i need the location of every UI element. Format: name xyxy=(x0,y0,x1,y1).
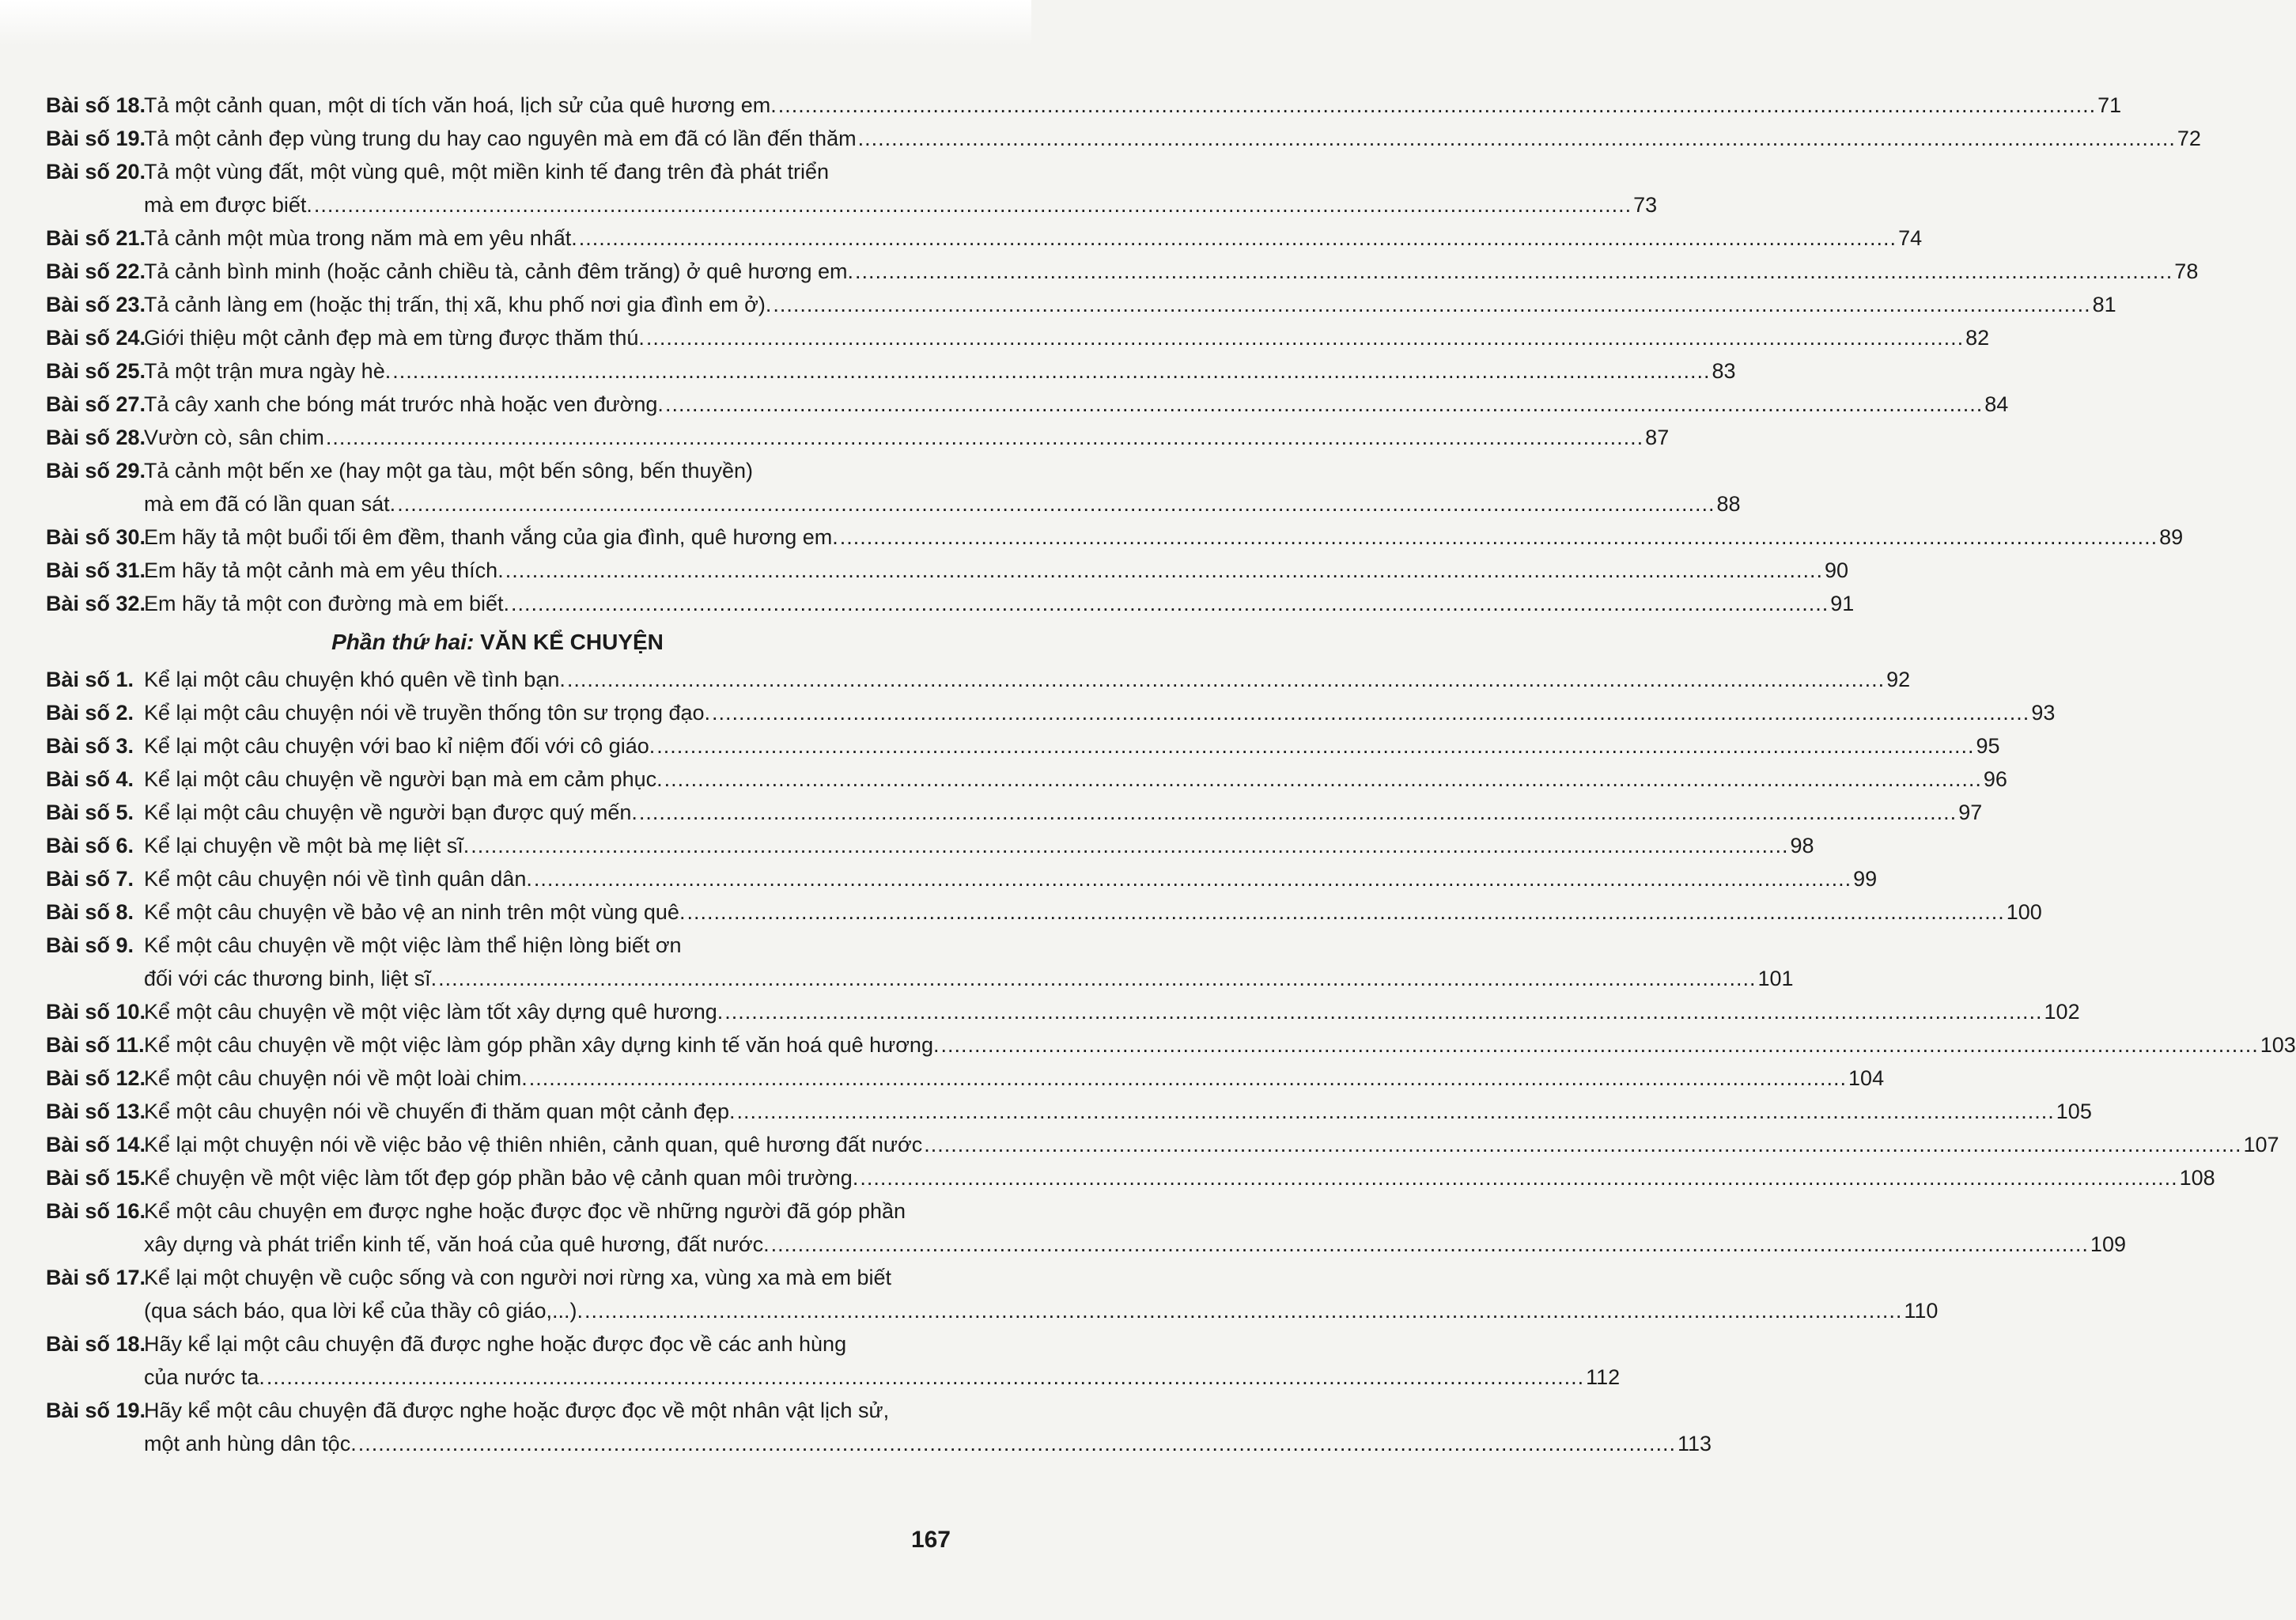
toc-entry xyxy=(46,388,2009,421)
entry-page: 74 xyxy=(1898,226,1923,250)
entry-line xyxy=(144,520,2183,554)
entry-body xyxy=(144,995,2080,1028)
entry-page: 93 xyxy=(2031,701,2056,725)
entry-line xyxy=(144,1294,1938,1327)
entry-title: Em hãy tả một cảnh mà em yêu thích. xyxy=(144,558,504,582)
entry-page: 72 xyxy=(2177,127,2201,150)
entry-body xyxy=(144,1128,2279,1161)
entry-number: Bài số 31. xyxy=(46,558,146,582)
entry-line xyxy=(144,554,1848,587)
entry-page: 110 xyxy=(1904,1299,1939,1323)
toc-entry xyxy=(46,421,1670,454)
entry-line xyxy=(144,729,2000,763)
entry-line xyxy=(144,1095,2092,1128)
dot-leader xyxy=(665,388,1983,421)
dot-leader xyxy=(314,188,1632,221)
toc-entry xyxy=(46,1128,2279,1161)
entry-page: 107 xyxy=(2243,1133,2279,1156)
entry-line xyxy=(144,587,1854,620)
entry-number: Bài số 18. xyxy=(46,93,146,117)
toc-entry xyxy=(46,763,2007,796)
toc-entry xyxy=(46,89,2122,122)
entry-page: 91 xyxy=(1830,592,1855,615)
entry-title: một anh hùng dân tộc. xyxy=(144,1432,357,1455)
entry-line xyxy=(144,995,2080,1028)
dot-leader xyxy=(579,221,1897,255)
dot-leader xyxy=(712,696,2029,729)
entry-title: Kể lại một câu chuyện về người bạn mà em cảm phục. xyxy=(144,767,663,791)
entry-title: Kể một câu chuyện về một việc làm thể hiện lòng biết ơn xyxy=(144,933,682,957)
entry-title: Kể một câu chuyện về một việc làm góp phần xây dựng kinh tế văn hoá quê hương. xyxy=(144,1033,940,1057)
dot-leader xyxy=(858,122,2176,155)
dot-leader xyxy=(771,1228,2089,1261)
entry-line xyxy=(144,321,1989,354)
entry-line xyxy=(144,829,1814,862)
entry-number: Bài số 1. xyxy=(46,668,134,691)
entry-page: 87 xyxy=(1645,426,1670,449)
entry-line xyxy=(144,962,1794,995)
entry-number: Bài số 28. xyxy=(46,426,146,449)
entry-title: mà em đã có lần quan sát. xyxy=(144,492,396,516)
entry-body xyxy=(144,155,1657,221)
entry-number: Bài số 15. xyxy=(46,1166,146,1190)
entry-page: 108 xyxy=(2179,1166,2215,1190)
entry-number: Bài số 12. xyxy=(46,1066,146,1090)
entry-line xyxy=(144,487,1741,520)
entry-title: Kể lại một câu chuyện với bao kỉ niệm đối với cô giáo. xyxy=(144,734,656,758)
entry-body xyxy=(144,1194,2126,1261)
entry-number: Bài số 23. xyxy=(46,293,146,316)
dot-leader xyxy=(471,829,1788,862)
dot-leader xyxy=(855,255,2173,288)
toc-entry xyxy=(46,255,2199,288)
toc-part-one xyxy=(46,89,2201,620)
toc-entry xyxy=(46,995,2080,1028)
entry-number: Bài số 32. xyxy=(46,592,146,615)
entry-line xyxy=(144,354,1736,388)
entry-page: 73 xyxy=(1633,193,1658,217)
entry-body xyxy=(144,862,1877,895)
entry-title: Em hãy tả một buổi tối êm đềm, thanh vắng của gia đình, quê hương em. xyxy=(144,525,838,549)
toc-entry xyxy=(46,1028,2296,1062)
entry-number: Bài số 16. xyxy=(46,1199,146,1223)
entry-title: Kể lại chuyện về một bà mẹ liệt sĩ. xyxy=(144,834,470,857)
dot-leader xyxy=(534,862,1852,895)
entry-number: Bài số 21. xyxy=(46,226,146,250)
entry-body xyxy=(144,554,1848,587)
entry-title: Hãy kể một câu chuyện đã được nghe hoặc được đọc về một nhân vật lịch sử, xyxy=(144,1399,890,1422)
dot-leader xyxy=(267,1361,1584,1394)
entry-title: Tả cảnh một bến xe (hay một ga tàu, một bến sông, bến thuyền) xyxy=(144,459,753,483)
toc-entry xyxy=(46,454,1741,520)
entry-number: Bài số 8. xyxy=(46,900,134,924)
entry-title: Kể một câu chuyện về một việc làm tốt xây dựng quê hương. xyxy=(144,1000,724,1024)
entry-number: Bài số 22. xyxy=(46,259,146,283)
entry-page: 95 xyxy=(1976,734,2000,758)
entry-page: 78 xyxy=(2174,259,2199,283)
entry-title: Tả một cảnh quan, một di tích văn hoá, lịch sử của quê hương em. xyxy=(144,93,777,117)
entry-title: Em hãy tả một con đường mà em biết. xyxy=(144,592,509,615)
dot-leader xyxy=(736,1095,2054,1128)
entry-page: 92 xyxy=(1886,668,1911,691)
section-prefix: Phần thứ hai: xyxy=(331,630,475,654)
entry-title: đối với các thương binh, liệt sĩ. xyxy=(144,967,437,990)
toc-entry xyxy=(46,796,1983,829)
dot-leader xyxy=(646,321,1964,354)
toc-entry xyxy=(46,929,1794,995)
dot-leader xyxy=(860,1161,2177,1194)
dot-leader xyxy=(505,554,1823,587)
dot-leader xyxy=(840,520,2158,554)
toc-entry xyxy=(46,862,1878,895)
dot-leader xyxy=(656,729,1974,763)
entry-line xyxy=(144,1427,1712,1460)
entry-line xyxy=(144,862,1877,895)
entry-page: 113 xyxy=(1678,1432,1712,1455)
entry-page: 102 xyxy=(2044,1000,2080,1024)
entry-line xyxy=(144,1394,1712,1427)
entry-line xyxy=(144,255,2198,288)
entry-body xyxy=(144,89,2121,122)
entry-line xyxy=(144,1161,2215,1194)
entry-title: Tả một trận mưa ngày hè. xyxy=(144,359,391,383)
entry-body xyxy=(144,763,2007,796)
entry-body xyxy=(144,796,1982,829)
toc-entry xyxy=(46,729,2000,763)
entry-page: 88 xyxy=(1716,492,1741,516)
dot-leader xyxy=(687,895,2004,929)
toc-entry xyxy=(46,1261,1939,1327)
entry-body xyxy=(144,288,2116,321)
entry-line xyxy=(144,421,1669,454)
entry-line xyxy=(144,663,1910,696)
entry-page: 99 xyxy=(1853,867,1878,891)
section-title: VĂN KỂ CHUYỆN xyxy=(480,630,664,654)
toc-entry xyxy=(46,1327,1621,1394)
entry-title: Tả một vùng đất, một vùng quê, một miền kinh tế đang trên đà phát triển xyxy=(144,160,830,184)
entry-line xyxy=(144,1194,2126,1228)
entry-body xyxy=(144,321,1989,354)
entry-title: Giới thiệu một cảnh đẹp mà em từng được thăm thú. xyxy=(144,326,645,350)
entry-body xyxy=(144,1161,2215,1194)
entry-line xyxy=(144,1228,2126,1261)
entry-number: Bài số 7. xyxy=(46,867,134,891)
dot-leader xyxy=(392,354,1710,388)
entry-title: Kể lại một chuyện nói về việc bảo vệ thiên nhiên, cảnh quan, quê hương đất nước xyxy=(144,1133,923,1156)
entry-title: Hãy kể lại một câu chuyện đã được nghe hoặc được đọc về các anh hùng xyxy=(144,1332,847,1356)
entry-number: Bài số 17. xyxy=(46,1266,146,1289)
toc-entry xyxy=(46,829,1814,862)
entry-number: Bài số 24. xyxy=(46,326,146,350)
toc-entry xyxy=(46,1394,1712,1460)
toc-entry xyxy=(46,895,2042,929)
entry-page: 90 xyxy=(1825,558,1849,582)
dot-leader xyxy=(778,89,2096,122)
entry-number: Bài số 6. xyxy=(46,834,134,857)
entry-page: 100 xyxy=(2006,900,2042,924)
entry-body xyxy=(144,388,2008,421)
entry-number: Bài số 10. xyxy=(46,1000,146,1024)
dot-leader xyxy=(924,1128,2241,1161)
entry-title: Tả cây xanh che bóng mát trước nhà hoặc ven đường. xyxy=(144,392,664,416)
toc-entry xyxy=(46,520,2184,554)
entry-page: 96 xyxy=(1983,767,2007,791)
entry-page: 81 xyxy=(2092,293,2116,316)
toc-entry xyxy=(46,1062,1885,1095)
entry-number: Bài số 18. xyxy=(46,1332,146,1356)
dot-leader xyxy=(940,1028,2258,1062)
toc-entry xyxy=(46,321,1990,354)
entry-line xyxy=(144,763,2007,796)
entry-body xyxy=(144,929,1794,995)
entry-number: Bài số 9. xyxy=(46,933,134,957)
entry-title: Kể một câu chuyện nói về chuyến đi thăm quan một cảnh đẹp. xyxy=(144,1100,736,1123)
entry-number: Bài số 4. xyxy=(46,767,134,791)
toc-entry xyxy=(46,587,1855,620)
entry-line xyxy=(144,122,2201,155)
entry-line xyxy=(144,1361,1620,1394)
entry-title: Kể một câu chuyện nói về tình quân dân. xyxy=(144,867,532,891)
table-of-contents xyxy=(46,89,2296,1460)
entry-body xyxy=(144,255,2198,288)
entry-number: Bài số 3. xyxy=(46,734,134,758)
toc-entry xyxy=(46,696,2056,729)
entry-title: xây dựng và phát triển kinh tế, văn hoá của quê hương, đất nước. xyxy=(144,1232,770,1256)
entry-number: Bài số 29. xyxy=(46,459,146,483)
entry-title: của nước ta. xyxy=(144,1365,265,1389)
entry-page: 101 xyxy=(1757,967,1794,990)
toc-entry xyxy=(46,554,1849,587)
entry-line xyxy=(144,1028,2296,1062)
entry-line xyxy=(144,1128,2279,1161)
toc-entry xyxy=(46,221,1923,255)
entry-title: Kể lại một chuyện về cuộc sống và con người nơi rừng xa, vùng xa mà em biết xyxy=(144,1266,892,1289)
entry-line xyxy=(144,188,1657,221)
entry-body xyxy=(144,1394,1712,1460)
entry-number: Bài số 2. xyxy=(46,701,134,725)
entry-title: Kể lại một câu chuyện khó quên về tình bạn. xyxy=(144,668,565,691)
entry-line xyxy=(144,895,2042,929)
toc-entry xyxy=(46,122,2201,155)
entry-body xyxy=(144,1327,1620,1394)
entry-title: Tả cảnh bình minh (hoặc cảnh chiều tà, cảnh đêm trăng) ở quê hương em. xyxy=(144,259,853,283)
toc-entry xyxy=(46,1095,2092,1128)
entry-title: Tả cảnh làng em (hoặc thị trấn, thị xã, khu phố nơi gia đình em ở). xyxy=(144,293,772,316)
entry-line xyxy=(144,796,1982,829)
entry-title: Kể chuyện về một việc làm tốt đẹp góp phần bảo vệ cảnh quan môi trường. xyxy=(144,1166,859,1190)
entry-number: Bài số 5. xyxy=(46,801,134,824)
entry-page: 112 xyxy=(1586,1365,1621,1389)
toc-entry xyxy=(46,155,1658,221)
entry-line xyxy=(144,155,1657,188)
dot-leader xyxy=(397,487,1715,520)
entry-line xyxy=(144,696,2055,729)
entry-page: 105 xyxy=(2056,1100,2092,1123)
entry-number: Bài số 27. xyxy=(46,392,146,416)
dot-leader xyxy=(511,587,1829,620)
toc-entry xyxy=(46,1194,2126,1261)
entry-title: Tả một cảnh đẹp vùng trung du hay cao nguyên mà em đã có lần đến thăm xyxy=(144,127,857,150)
entry-title: Tả cảnh một mùa trong năm mà em yêu nhất. xyxy=(144,226,577,250)
entry-number: Bài số 19. xyxy=(46,127,146,150)
entry-line xyxy=(144,1327,1620,1361)
dot-leader xyxy=(529,1062,1847,1095)
entry-title: mà em được biết. xyxy=(144,193,312,217)
entry-page: 83 xyxy=(1712,359,1736,383)
dot-leader xyxy=(724,995,2042,1028)
entry-page: 71 xyxy=(2097,93,2122,117)
entry-line xyxy=(144,388,2008,421)
entry-number: Bài số 30. xyxy=(46,525,146,549)
dot-leader xyxy=(664,763,1982,796)
entry-body xyxy=(144,663,1910,696)
entry-body xyxy=(144,122,2201,155)
entry-page: 109 xyxy=(2090,1232,2126,1256)
entry-body xyxy=(144,221,1922,255)
dot-leader xyxy=(773,288,2090,321)
entry-page: 89 xyxy=(2159,525,2184,549)
entry-line xyxy=(144,221,1922,255)
entry-body xyxy=(144,520,2183,554)
entry-page: 104 xyxy=(1848,1066,1885,1090)
entry-line xyxy=(144,1261,1938,1294)
toc-entry xyxy=(46,663,1911,696)
entry-body xyxy=(144,354,1736,388)
entry-title: Kể một câu chuyện nói về một loài chim. xyxy=(144,1066,528,1090)
dot-leader xyxy=(358,1427,1676,1460)
entry-title: Vườn cò, sân chim xyxy=(144,426,324,449)
entry-number: Bài số 20. xyxy=(46,160,146,184)
entry-page: 98 xyxy=(1790,834,1814,857)
entry-page: 103 xyxy=(2260,1033,2296,1057)
section-heading xyxy=(46,625,949,660)
entry-body xyxy=(144,1028,2296,1062)
dot-leader xyxy=(326,421,1644,454)
toc-part-two xyxy=(46,663,2296,1460)
entry-body xyxy=(144,829,1814,862)
page-top-edge xyxy=(0,0,1031,46)
toc-entry xyxy=(46,288,2116,321)
page-number: 167 xyxy=(910,1527,951,1553)
entry-number: Bài số 25. xyxy=(46,359,146,383)
dot-leader xyxy=(438,962,1756,995)
entry-page: 97 xyxy=(1958,801,1983,824)
entry-title: Kể một câu chuyện em được nghe hoặc được đọc về những người đã góp phần xyxy=(144,1199,906,1223)
entry-body xyxy=(144,696,2055,729)
entry-line xyxy=(144,89,2121,122)
entry-title: Kể một câu chuyện về bảo vệ an ninh trên một vùng quê. xyxy=(144,900,686,924)
entry-body xyxy=(144,454,1741,520)
dot-leader xyxy=(584,1294,1902,1327)
entry-number: Bài số 14. xyxy=(46,1133,146,1156)
toc-entry xyxy=(46,1161,2215,1194)
entry-number: Bài số 11. xyxy=(46,1033,145,1057)
entry-title: Kể lại một câu chuyện nói về truyền thống tôn sư trọng đạo. xyxy=(144,701,711,725)
entry-title: (qua sách báo, qua lời kể của thầy cô giáo,...). xyxy=(144,1299,584,1323)
entry-page: 82 xyxy=(1965,326,1990,350)
entry-body xyxy=(144,587,1854,620)
entry-body xyxy=(144,1261,1938,1327)
entry-line xyxy=(144,929,1794,962)
entry-line xyxy=(144,288,2116,321)
entry-body xyxy=(144,1062,1884,1095)
entry-line xyxy=(144,1062,1884,1095)
toc-entry xyxy=(46,354,1736,388)
entry-body xyxy=(144,729,2000,763)
dot-leader xyxy=(639,796,1957,829)
dot-leader xyxy=(567,663,1885,696)
entry-line xyxy=(144,454,1741,487)
entry-body xyxy=(144,1095,2092,1128)
entry-number: Bài số 19. xyxy=(46,1399,146,1422)
entry-body xyxy=(144,421,1669,454)
entry-number: Bài số 13. xyxy=(46,1100,146,1123)
entry-page: 84 xyxy=(1984,392,2009,416)
entry-title: Kể lại một câu chuyện về người bạn được quý mến. xyxy=(144,801,637,824)
entry-body xyxy=(144,895,2042,929)
